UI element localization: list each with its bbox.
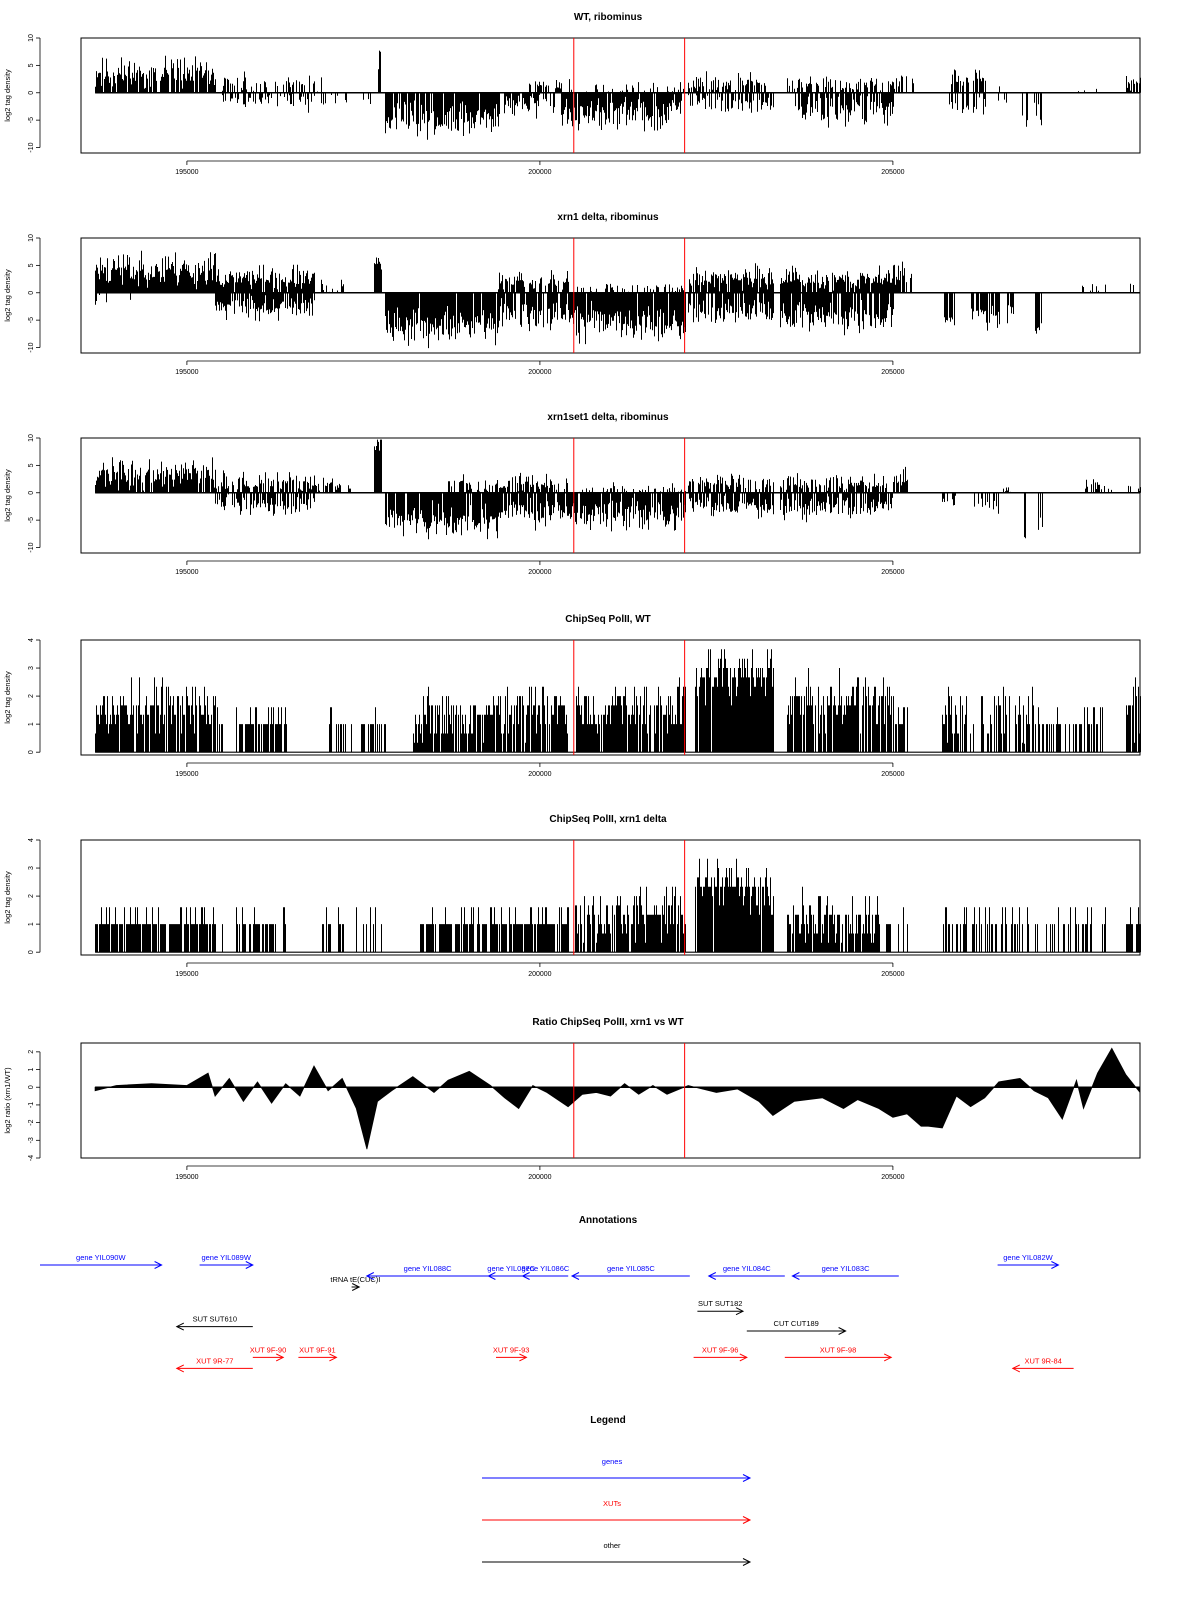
y-tick-label: 2 xyxy=(28,1049,35,1054)
signal-bars xyxy=(96,251,216,293)
signal-bars xyxy=(217,265,315,293)
signal-bars xyxy=(223,72,322,93)
x-tick-label: 200000 xyxy=(528,971,552,978)
signal-bars xyxy=(689,93,774,113)
x-tick-label: 195000 xyxy=(175,169,199,176)
signal-bars xyxy=(576,887,686,952)
signal-bars xyxy=(781,293,894,335)
feature-gene xyxy=(998,1253,1059,1269)
y-tick-label: 0 xyxy=(28,90,35,95)
feature-label: gene YIL083C xyxy=(821,1264,870,1273)
series-xrn1_ribominus xyxy=(95,251,1140,348)
y-axis-label: log2 tag density xyxy=(3,69,12,122)
y-tick-label: 3 xyxy=(28,866,35,871)
signal-bars xyxy=(316,478,352,493)
signal-bars xyxy=(96,293,131,305)
y-tick-label: -10 xyxy=(28,542,35,553)
signal-bars xyxy=(237,707,287,752)
y-tick-label: 1 xyxy=(28,1067,35,1072)
signal-bars xyxy=(986,293,1000,331)
y-tick-label: 3 xyxy=(28,666,35,671)
legend-item xyxy=(482,1457,750,1482)
feature-xut xyxy=(298,1345,336,1361)
feature-other xyxy=(177,1315,253,1331)
x-tick-label: 195000 xyxy=(175,369,199,376)
signal-bars xyxy=(894,467,908,493)
signal-bars xyxy=(223,93,315,113)
signal-bars xyxy=(577,677,686,752)
feature-other xyxy=(747,1319,846,1335)
feature-label: gene YIL082W xyxy=(1003,1253,1053,1262)
x-tick-label: 200000 xyxy=(528,569,552,576)
y-tick-label: 1 xyxy=(28,922,35,927)
signal-bars xyxy=(386,493,499,540)
signal-bars xyxy=(1039,493,1043,530)
y-tick-label: -4 xyxy=(28,1154,35,1162)
feature-label: XUT 9F-98 xyxy=(819,1345,857,1355)
signal-bars xyxy=(386,93,499,140)
signal-bars xyxy=(414,687,491,752)
signal-bars xyxy=(796,93,894,128)
signal-bars xyxy=(943,687,1034,752)
y-tick-label: 5 xyxy=(28,63,35,68)
signal-bars xyxy=(1035,93,1042,126)
ratio-area xyxy=(95,1048,1140,1149)
signal-bars xyxy=(1023,93,1028,127)
y-tick-label: 5 xyxy=(28,263,35,268)
signal-bars xyxy=(972,293,986,320)
signal-bars xyxy=(1129,486,1141,493)
y-tick-label: 0 xyxy=(28,750,35,755)
feature-label: CUT CUT189 xyxy=(773,1319,819,1328)
signal-bars xyxy=(375,440,382,493)
feature-xut xyxy=(785,1345,891,1361)
legend-item xyxy=(482,1541,750,1566)
signal-bars xyxy=(894,262,912,293)
panel-title: ChipSeq PolII, WT xyxy=(565,614,651,625)
feature-label: XUT 9F-91 xyxy=(299,1345,336,1355)
signal-bars xyxy=(945,293,955,326)
signal-bars xyxy=(950,93,986,115)
signal-bars xyxy=(499,493,569,531)
signal-bars xyxy=(216,293,315,321)
signal-bars xyxy=(689,474,774,493)
signal-bars xyxy=(375,258,382,293)
feature-other xyxy=(697,1299,743,1315)
feature-gene xyxy=(709,1264,785,1280)
signal-bars xyxy=(1127,907,1141,952)
signal-bars xyxy=(1008,293,1014,323)
feature-label: tRNA tE(CUC)I xyxy=(330,1275,381,1284)
y-tick-label: -3 xyxy=(28,1137,35,1144)
series-ratio xyxy=(95,1048,1140,1149)
signal-bars xyxy=(1036,293,1042,334)
feature-label: gene YIL086C xyxy=(521,1264,570,1273)
panel-title: xrn1 delta, ribominus xyxy=(557,212,659,223)
signal-bars xyxy=(994,86,1000,92)
feature-gene xyxy=(200,1253,253,1269)
signal-bars xyxy=(96,457,216,492)
y-tick-label: 4 xyxy=(28,838,35,842)
y-tick-label: -5 xyxy=(28,317,35,324)
legend-label: other xyxy=(603,1541,621,1550)
signal-bars xyxy=(1004,487,1013,492)
y-tick-label: -1 xyxy=(28,1101,35,1109)
y-tick-label: 1 xyxy=(28,722,35,727)
annotations-title: Annotations xyxy=(578,1215,638,1226)
series-xrn1set1_ribominus xyxy=(95,440,1140,540)
signal-bars xyxy=(1086,479,1112,492)
signal-bars xyxy=(894,707,908,752)
signal-bars xyxy=(696,859,774,952)
signal-bars xyxy=(1025,493,1026,539)
y-tick-label: -5 xyxy=(28,117,35,124)
x-tick-label: 195000 xyxy=(175,1174,199,1181)
x-tick-label: 205000 xyxy=(881,369,905,376)
feature-label: gene YIL090W xyxy=(76,1253,126,1262)
signal-bars xyxy=(788,668,894,752)
y-tick-label: 2 xyxy=(28,694,35,699)
signal-bars xyxy=(1036,907,1106,952)
x-tick-label: 200000 xyxy=(528,169,552,176)
signal-bars xyxy=(781,473,887,493)
y-tick-label: 0 xyxy=(28,290,35,295)
panel-xrn1set1_ribominus xyxy=(3,412,1141,576)
signal-bars xyxy=(96,677,216,752)
signal-bars xyxy=(580,482,686,492)
signal-bars xyxy=(1036,707,1103,752)
feature-label: XUT 9R-84 xyxy=(1024,1356,1062,1366)
signal-bars xyxy=(689,293,774,323)
signal-bars xyxy=(943,493,956,506)
x-tick-label: 200000 xyxy=(528,771,552,778)
signal-bars xyxy=(237,907,286,952)
feature-xut xyxy=(493,1345,530,1361)
feature-label: XUT 9R-77 xyxy=(196,1356,234,1366)
y-tick-label: 10 xyxy=(28,434,35,442)
signal-bars xyxy=(379,51,381,93)
y-tick-label: 5 xyxy=(28,463,35,468)
signal-bars xyxy=(781,493,893,523)
panel-title: ChipSeq PolII, xrn1 delta xyxy=(549,814,667,825)
signal-bars xyxy=(1127,76,1141,93)
legend-item xyxy=(482,1499,750,1524)
panel-title: xrn1set1 delta, ribominus xyxy=(547,412,669,423)
signal-bars xyxy=(216,707,223,752)
feature-other xyxy=(330,1275,380,1291)
feature-xut xyxy=(177,1356,253,1372)
x-tick-label: 205000 xyxy=(881,971,905,978)
signal-bars xyxy=(322,280,344,293)
signal-bars xyxy=(587,82,684,93)
feature-xut xyxy=(250,1345,287,1361)
feature-label: gene YIL087C xyxy=(487,1264,536,1273)
signal-bars xyxy=(96,56,216,93)
legend-label: XUTs xyxy=(603,1499,621,1508)
signal-bars xyxy=(96,907,216,952)
signal-bars xyxy=(500,93,555,119)
signal-bars xyxy=(530,79,572,93)
y-tick-label: 0 xyxy=(28,1085,35,1090)
signal-bars xyxy=(696,649,774,752)
x-tick-label: 205000 xyxy=(881,771,905,778)
y-axis-label: log2 tag density xyxy=(3,871,12,924)
feature-gene xyxy=(572,1264,690,1280)
signal-bars xyxy=(499,270,569,293)
signal-bars xyxy=(999,93,1007,103)
track-panels xyxy=(3,12,1141,1181)
signal-bars xyxy=(323,907,382,952)
feature-label: gene YIL084C xyxy=(722,1264,771,1273)
feature-label: gene YIL088C xyxy=(403,1264,452,1273)
y-tick-label: 4 xyxy=(28,638,35,642)
y-tick-label: 0 xyxy=(28,490,35,495)
y-axis-label: log2 tag density xyxy=(3,269,12,322)
signal-bars xyxy=(788,887,880,952)
signal-bars xyxy=(668,93,682,120)
feature-gene xyxy=(521,1264,569,1280)
x-tick-label: 200000 xyxy=(528,369,552,376)
signal-bars xyxy=(1131,284,1134,293)
series-chipseq_wt xyxy=(95,649,1140,752)
signal-bars xyxy=(449,474,498,493)
signal-bars xyxy=(788,77,900,93)
legend xyxy=(482,1457,750,1566)
feature-label: gene YIL089W xyxy=(201,1253,251,1262)
signal-bars xyxy=(690,493,774,519)
signal-bars xyxy=(421,907,491,952)
signal-bars xyxy=(216,493,315,516)
annotation-track xyxy=(40,1253,1074,1372)
series-wt_ribominus xyxy=(95,51,1140,140)
y-axis-label: log2 tag density xyxy=(3,469,12,522)
signal-bars xyxy=(1127,677,1141,752)
y-tick-label: -5 xyxy=(28,517,35,524)
y-tick-label: -2 xyxy=(28,1119,35,1126)
x-tick-label: 195000 xyxy=(175,569,199,576)
panel-title: WT, ribominus xyxy=(573,12,643,23)
signal-bars xyxy=(562,93,668,132)
signal-bars xyxy=(499,293,567,331)
panel-chipseq_xrn1 xyxy=(3,814,1141,978)
signal-bars xyxy=(578,284,684,293)
y-tick-label: -10 xyxy=(28,142,35,153)
x-tick-label: 205000 xyxy=(881,569,905,576)
signal-bars xyxy=(689,71,766,92)
panel-xrn1_ribominus xyxy=(3,212,1140,376)
x-tick-label: 200000 xyxy=(528,1174,552,1181)
signal-bars xyxy=(887,907,908,952)
series-chipseq_xrn1 xyxy=(95,859,1140,952)
signal-bars xyxy=(491,907,569,952)
signal-bars xyxy=(500,473,568,493)
panel-ratio xyxy=(3,1017,1140,1181)
signal-bars xyxy=(944,907,1029,952)
feature-gene xyxy=(367,1264,489,1280)
signal-bars xyxy=(322,93,371,105)
signal-bars xyxy=(902,76,914,93)
x-tick-label: 205000 xyxy=(881,169,905,176)
signal-bars xyxy=(569,293,686,344)
feature-xut xyxy=(1013,1356,1074,1372)
feature-label: XUT 9F-90 xyxy=(249,1345,287,1355)
x-tick-label: 195000 xyxy=(175,971,199,978)
legend-title: Legend xyxy=(590,1415,626,1426)
feature-gene xyxy=(792,1264,898,1280)
feature-xut xyxy=(694,1345,747,1361)
feature-label: SUT SUT182 xyxy=(697,1299,743,1309)
signal-bars xyxy=(1083,284,1106,293)
feature-label: gene YIL085C xyxy=(606,1264,655,1273)
y-tick-label: 0 xyxy=(28,950,35,955)
signal-bars xyxy=(492,687,568,752)
signal-bars xyxy=(690,263,774,293)
y-axis-label: log2 tag density xyxy=(3,671,12,724)
panel-wt_ribominus xyxy=(3,12,1141,176)
y-tick-label: -10 xyxy=(28,342,35,353)
y-tick-label: 10 xyxy=(28,34,35,42)
feature-label: SUT SUT610 xyxy=(192,1314,238,1324)
x-tick-label: 205000 xyxy=(881,1174,905,1181)
feature-label: XUT 9F-96 xyxy=(701,1345,739,1355)
signal-bars xyxy=(386,293,499,348)
y-axis-label: log2 ratio (xrn1/WT) xyxy=(3,1067,12,1134)
panel-title: Ratio ChipSeq PolII, xrn1 vs WT xyxy=(532,1017,684,1028)
signal-bars xyxy=(216,470,315,492)
panel-chipseq_wt xyxy=(3,614,1141,778)
x-tick-label: 195000 xyxy=(175,771,199,778)
y-tick-label: 10 xyxy=(28,234,35,242)
y-tick-label: 2 xyxy=(28,894,35,899)
signal-bars xyxy=(569,493,686,532)
signal-bars xyxy=(781,266,894,293)
feature-gene xyxy=(40,1253,162,1269)
signal-bars xyxy=(952,70,986,93)
signal-bars xyxy=(330,707,386,752)
signal-bars xyxy=(975,493,999,514)
legend-label: genes xyxy=(601,1457,623,1466)
feature-label: XUT 9F-93 xyxy=(492,1345,530,1355)
